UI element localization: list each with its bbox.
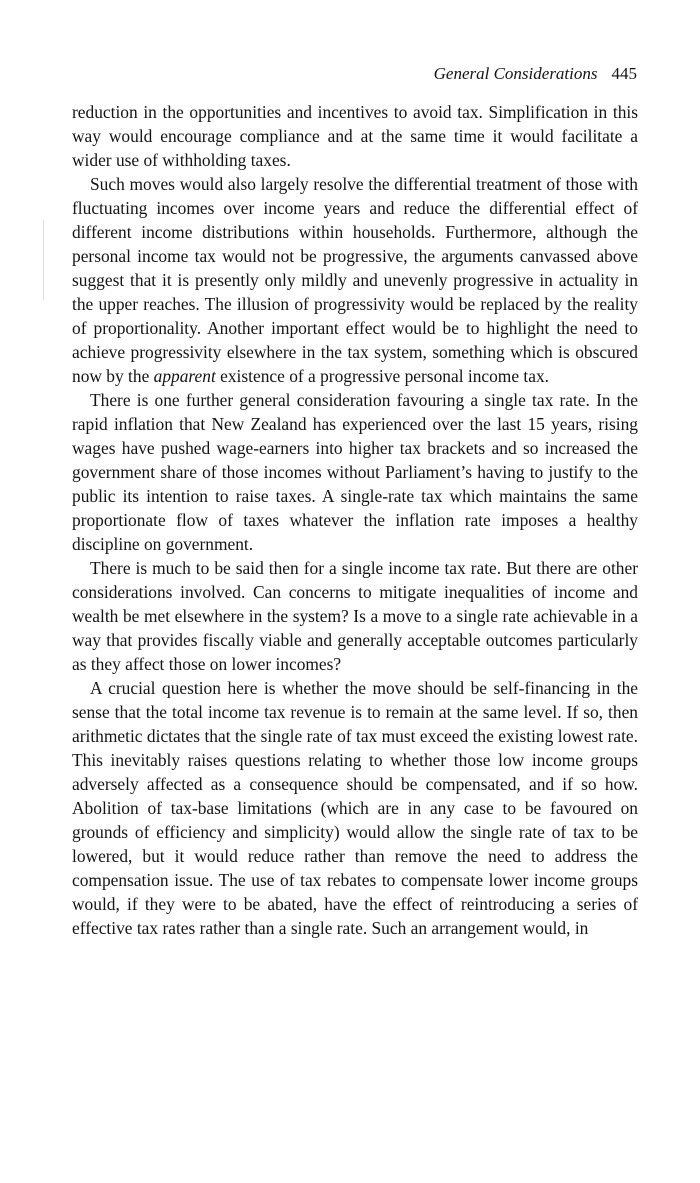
running-head-title: General Considerations	[433, 64, 598, 83]
paragraph-2	[72, 172, 638, 388]
body-text	[72, 100, 638, 940]
margin-mark	[43, 220, 44, 300]
paragraph-2-text-b: existence of a progressive personal income tax.	[215, 366, 549, 386]
running-head	[434, 62, 637, 86]
paragraph-5: A crucial question here is whether the move should be self-financing in the sense that the total income tax revenue is to remain at the same level. If so, then arithmetic dictates that the single rate of tax must exceed the existing lowest rate. This inevitably raises questions relating to whether those low income groups adversely affected as a consequence should be compensated, and if so how. Abolition of tax-base limitations (which are in any case to be favoured on grounds of efficiency and simplicity) would allow the single rate of tax to be lowered, but it would reduce rather than remove the need to address the compensation issue. The use of tax rebates to compensate lower income groups would, if they were to be abated, have the effect of reintroducing a series of effective tax rates rather than a single rate. Such an arrangement would, in	[72, 678, 638, 938]
paragraph-2-text-a: Such moves would also largely resolve the differential treatment of those with fluctuating incomes over income years and reduce the differential effect of different income distributions within households. Furthermore, although the personal income tax would not be progressive, the arguments canvassed above suggest that it is presently only mildly and unevenly progressive in actuality in the upper reaches. The illusion of progressivity would be replaced by the reality of proportionality. Another important effect would be to highlight the need to achieve progressivity elsewhere in the tax system, something which is obscured now by the	[72, 174, 638, 386]
paragraph-3: There is one further general consideration favouring a single tax rate. In the rapid inflation that New Zealand has experienced over the last 15 years, rising wages have pushed wage-earners into higher tax brackets and so increased the government share of those incomes without Parliament’s having to justify to the public its intention to raise taxes. A single-rate tax which maintains the same proportionate flow of taxes whatever the inflation rate imposes a healthy discipline on government.	[72, 390, 638, 554]
paragraph-2-emphasis: apparent	[153, 366, 216, 386]
paragraph-1: reduction in the opportunities and incentives to avoid tax. Simplification in this way would encourage compliance and at the same time it would facilitate a wider use of withholding taxes.	[72, 102, 638, 170]
paragraph-4: There is much to be said then for a single income tax rate. But there are other considerations involved. Can concerns to mitigate inequalities of income and wealth be met elsewhere in the system? Is a move to a single rate achievable in a way that provides fiscally viable and generally acceptable outcomes particularly as they affect those on lower incomes?	[72, 558, 638, 674]
page-number: 445	[611, 64, 637, 83]
